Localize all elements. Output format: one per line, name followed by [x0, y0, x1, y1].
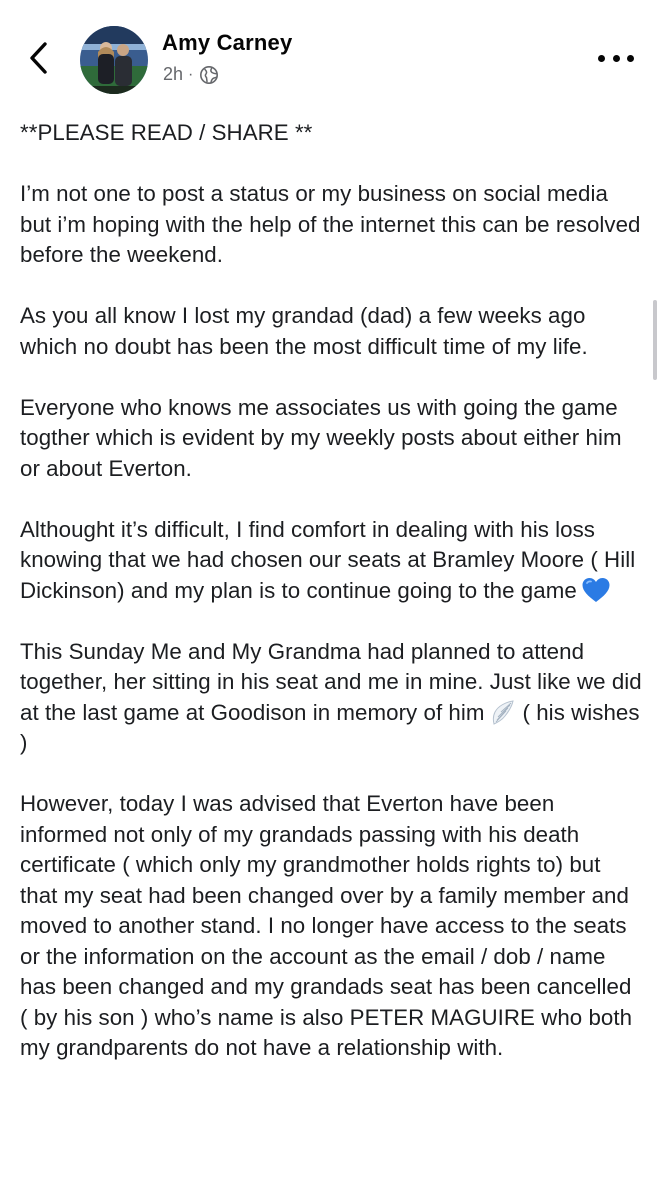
post-paragraph-text: ( his wishes )	[20, 699, 640, 755]
more-horizontal-icon-dot	[627, 55, 634, 62]
chevron-left-icon	[28, 41, 50, 75]
author-name[interactable]: Amy Carney	[162, 30, 293, 55]
post-paragraph: However, today I was advised that Everton have been informed not only of my grandads passing with his death certificate ( which only my grandmother holds rights to) but that my seat had been changed over by a family member and moved to another stand. I no longer have access to the seats or the information on the account as the email / dob / name has been changed and my grandads seat has been cancelled ( by his son ) who’s name is also PETER MAGUIRE who both my grandparents do not have a relationship with.	[20, 791, 633, 1060]
more-options-button[interactable]	[598, 48, 634, 68]
post-body	[20, 118, 642, 1094]
blue-heart-emoji	[581, 577, 611, 603]
more-horizontal-icon-dot	[598, 55, 605, 62]
post-paragraph	[20, 637, 642, 759]
post-paragraph-text: This Sunday Me and My Grandma had planned to attend together, her sitting in his seat and me in mine. Just like we did at the last game at Goodison in memory of him	[20, 638, 642, 725]
meta-separator: ·	[188, 65, 194, 83]
post-headline: **PLEASE READ / SHARE **	[20, 120, 313, 145]
post-paragraph-text: Althought it’s difficult, I find comfort in dealing with his loss knowing that we had chosen our seats at Bramley Moore ( Hill Dickinson) and my plan is to continue going to the game	[20, 516, 636, 603]
scrollbar[interactable]	[653, 300, 657, 380]
post-paragraph	[20, 515, 642, 607]
post-paragraph: Everyone who knows me associates us with going the game togther which is evident by my weekly posts about either him or about Everton.	[20, 394, 622, 481]
post-paragraph: As you all know I lost my grandad (dad) a few weeks ago which no doubt has been the most difficult time of my life.	[20, 303, 588, 359]
post-paragraph: I’m not one to post a status or my business on social media but i’m hoping with the help of the internet this can be resolved before the weekend.	[20, 181, 641, 267]
more-horizontal-icon-dot	[613, 55, 620, 62]
avatar[interactable]	[80, 26, 148, 94]
post-meta	[163, 64, 219, 85]
avatar-photo	[80, 26, 148, 94]
wing-emoji	[489, 698, 517, 726]
post-time[interactable]: 2h	[163, 64, 184, 84]
post-header	[0, 0, 660, 100]
back-button[interactable]	[24, 38, 54, 78]
globe-icon[interactable]	[199, 65, 219, 85]
